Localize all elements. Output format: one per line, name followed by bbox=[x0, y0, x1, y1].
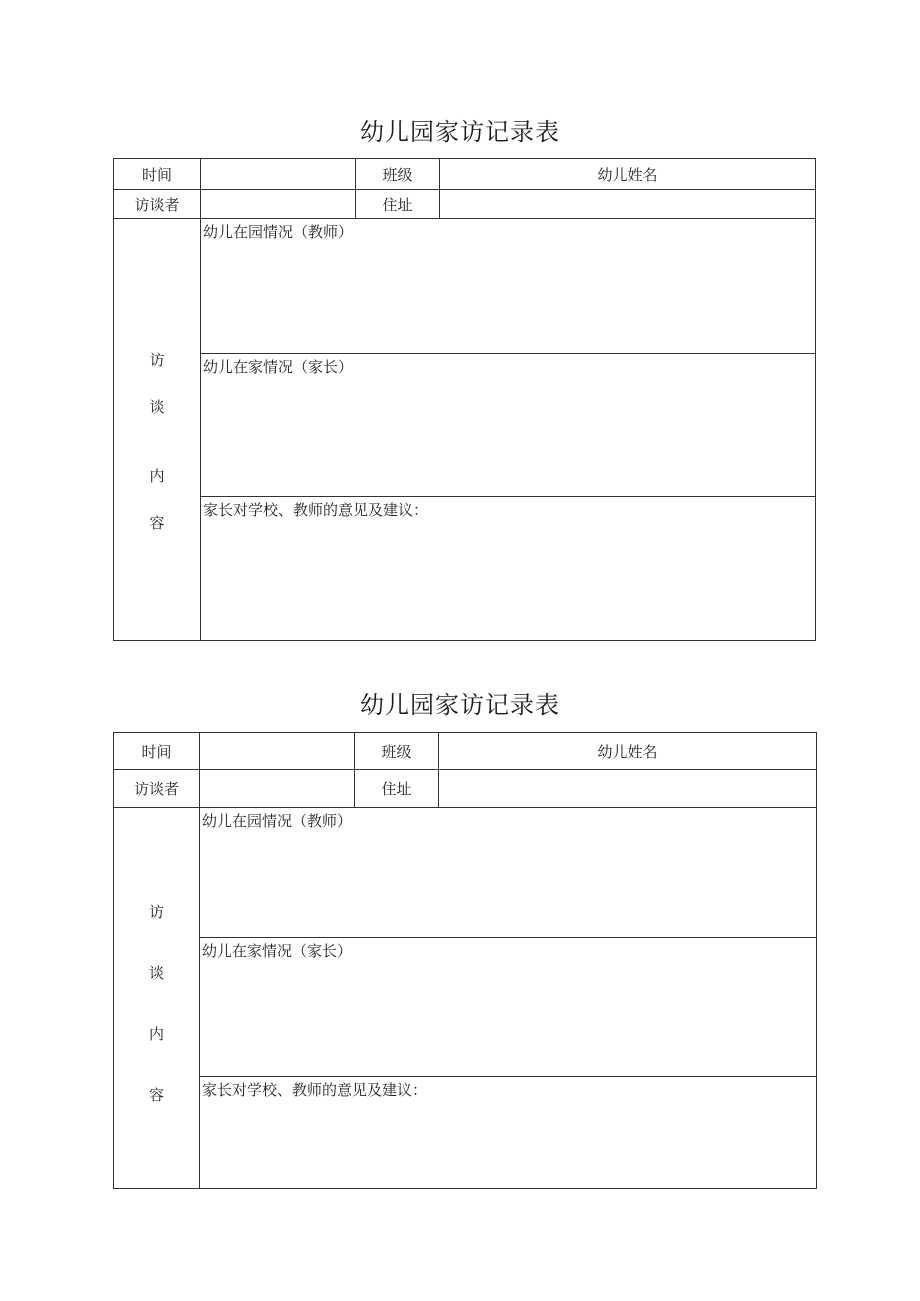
section-heading: 幼儿在家情况（家长） bbox=[203, 358, 354, 376]
address-label: 住址 bbox=[355, 770, 439, 808]
section-heading: 幼儿在园情况（教师） bbox=[202, 812, 353, 830]
interviewer-label: 访谈者 bbox=[114, 190, 201, 219]
time-label: 时间 bbox=[114, 733, 200, 770]
form-title: 幼儿园家访记录表 bbox=[360, 691, 560, 719]
address-field[interactable] bbox=[440, 190, 816, 219]
content-label-char: 谈 bbox=[149, 397, 165, 416]
section-heading: 家长对学校、教师的意见及建议： bbox=[202, 1081, 428, 1099]
content-label-char: 谈 bbox=[148, 964, 164, 982]
child-at-kindergarten-section[interactable] bbox=[201, 219, 816, 354]
child-at-home-section[interactable] bbox=[200, 938, 817, 1077]
home-visit-form bbox=[113, 158, 816, 641]
child-at-kindergarten-section[interactable] bbox=[200, 808, 817, 938]
home-visit-form bbox=[113, 732, 817, 1189]
child-at-home-section[interactable] bbox=[201, 354, 816, 497]
section-heading: 幼儿在园情况（教师） bbox=[203, 223, 354, 241]
child-name-label[interactable]: 幼儿姓名 bbox=[440, 159, 816, 190]
address-field[interactable] bbox=[439, 770, 817, 808]
content-label-char: 访 bbox=[149, 350, 165, 369]
address-label: 住址 bbox=[356, 190, 440, 219]
section-heading: 幼儿在家情况（家长） bbox=[202, 942, 353, 960]
time-field[interactable] bbox=[200, 733, 355, 770]
content-label-char: 内 bbox=[148, 1025, 164, 1043]
parent-suggestions-section[interactable] bbox=[200, 1077, 817, 1189]
time-field[interactable] bbox=[201, 159, 356, 190]
content-label-char: 容 bbox=[148, 1086, 164, 1104]
interviewer-field[interactable] bbox=[201, 190, 356, 219]
interviewer-field[interactable] bbox=[200, 770, 355, 808]
interview-content-label bbox=[114, 219, 201, 641]
class-label: 班级 bbox=[355, 733, 439, 770]
content-label-char: 内 bbox=[149, 466, 165, 485]
section-heading: 家长对学校、教师的意见及建议： bbox=[203, 501, 429, 519]
parent-suggestions-section[interactable] bbox=[201, 497, 816, 641]
interviewer-label: 访谈者 bbox=[114, 770, 200, 808]
interview-content-label bbox=[114, 808, 200, 1189]
content-label-char: 访 bbox=[148, 903, 164, 921]
content-label-char: 容 bbox=[149, 513, 165, 532]
form-title: 幼儿园家访记录表 bbox=[360, 118, 560, 146]
child-name-label[interactable]: 幼儿姓名 bbox=[439, 733, 817, 770]
time-label: 时间 bbox=[114, 159, 201, 190]
class-label: 班级 bbox=[356, 159, 440, 190]
